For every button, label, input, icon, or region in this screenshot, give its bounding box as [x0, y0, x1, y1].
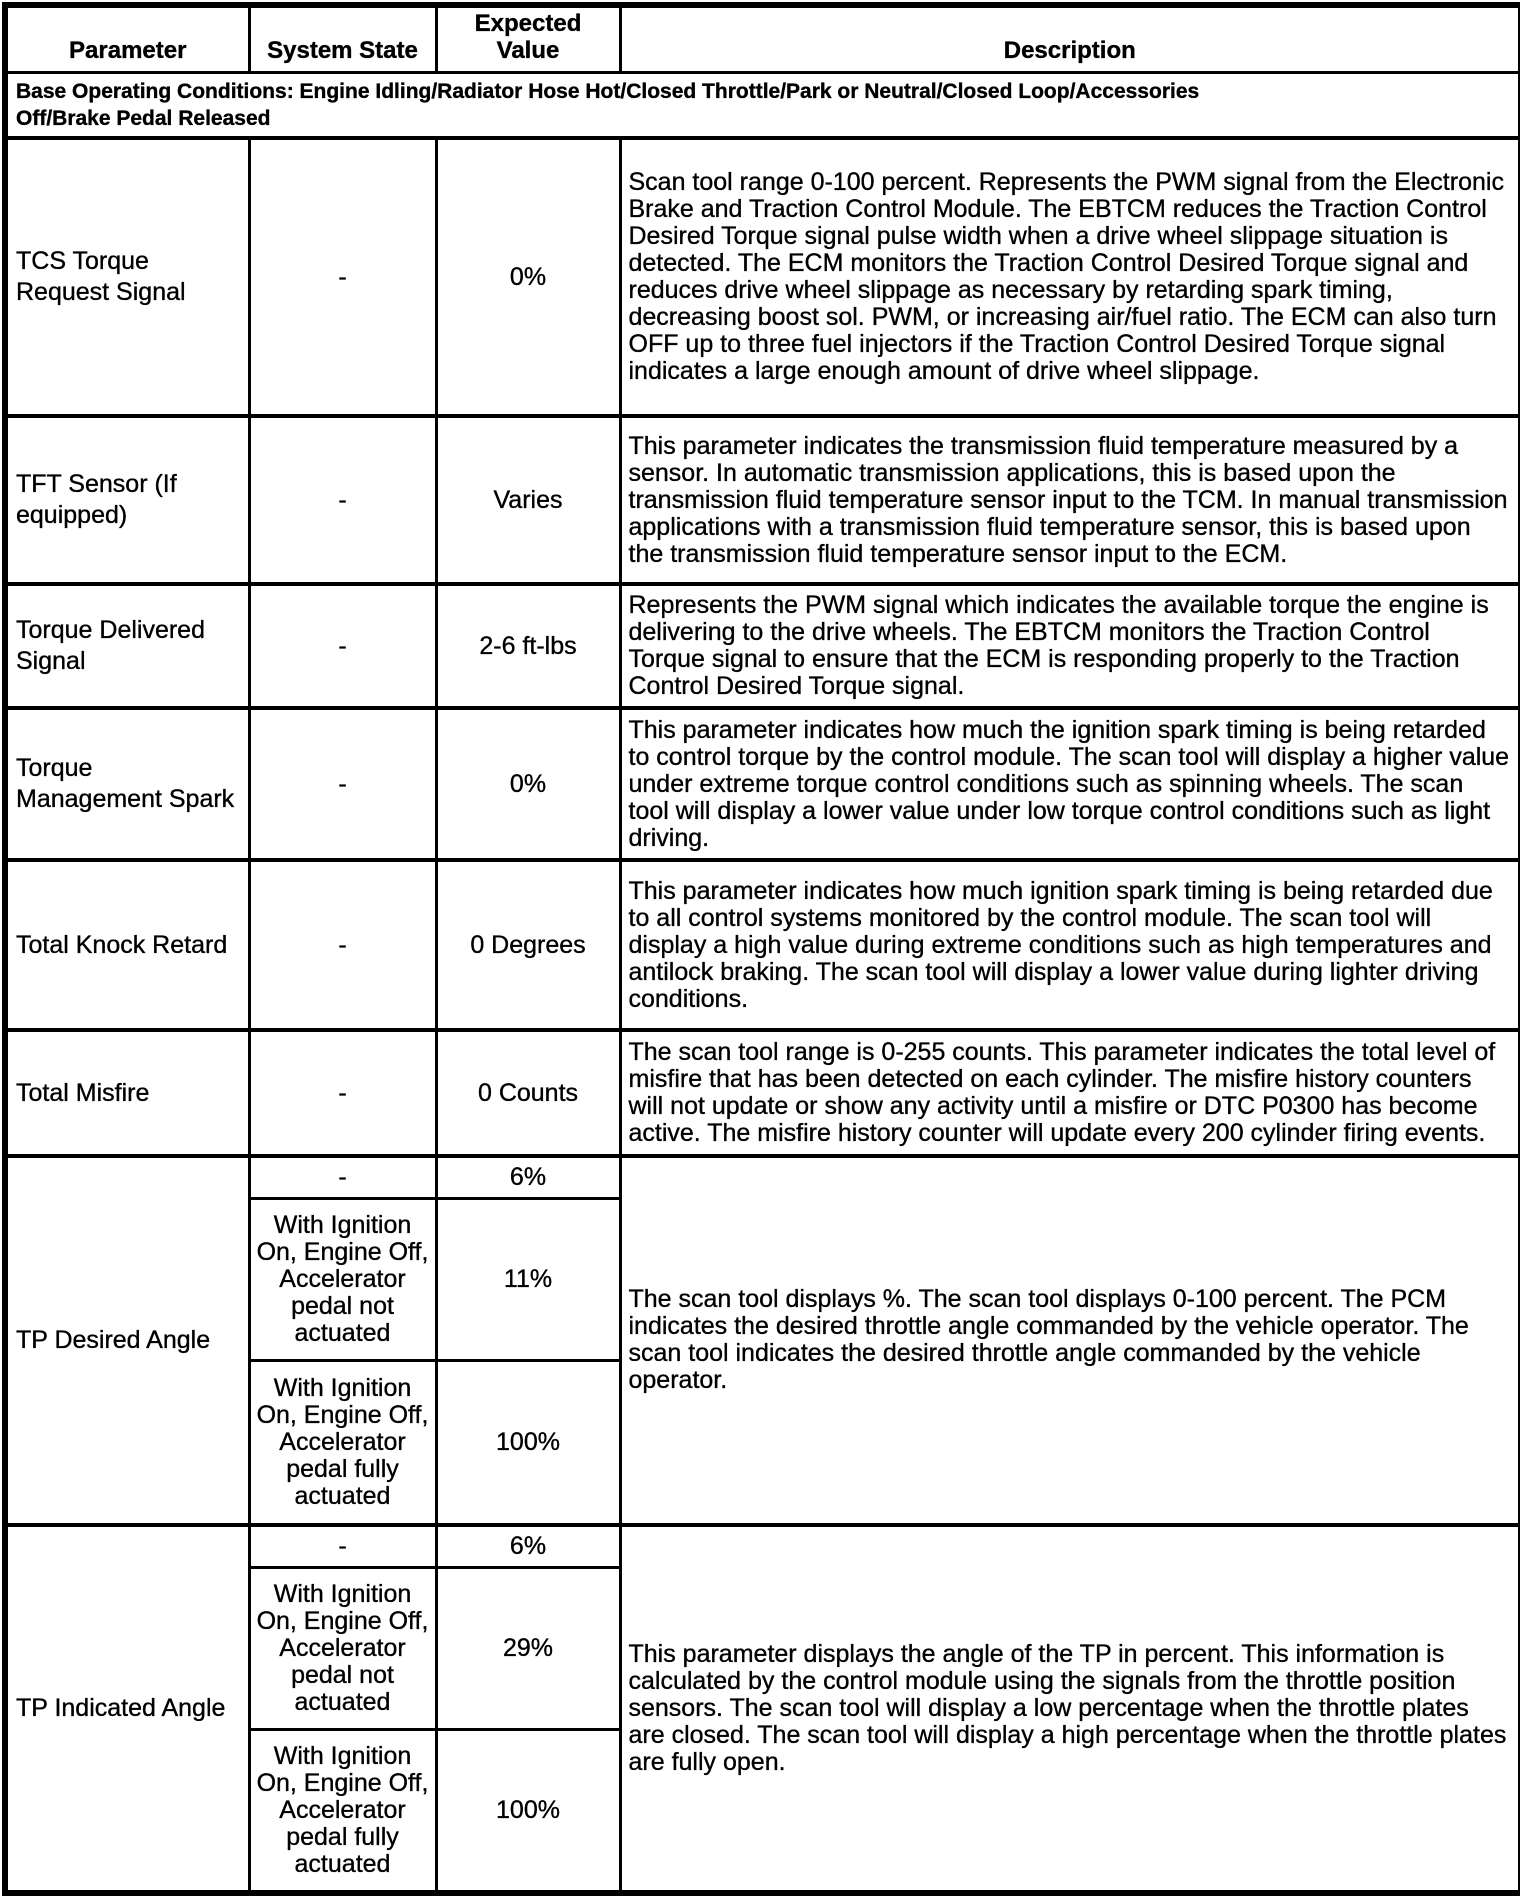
- parameter-cell: TP Desired Angle: [5, 1156, 249, 1525]
- expected-value-cell: 29%: [436, 1567, 620, 1729]
- column-header-expected-value: [436, 5, 620, 73]
- expected-value-cell: Varies: [436, 416, 620, 584]
- system-state-cell: With Ignition On, Engine Off, Accelerator pedal not actuated: [249, 1567, 436, 1729]
- system-state-cell: -: [249, 416, 436, 584]
- section-header-row: [5, 73, 1520, 139]
- description-cell: Scan tool range 0-100 percent. Represents the PWM signal from the Electronic Brake and Traction Control Module. The EBTCM reduces the Traction Control Desired Torque signal pulse width when a drive wheel slippage situation is detected. The ECM monitors the Traction Control Desired Torque signal and reduces drive wheel slippage as necessary by retarding spark timing, decreasing boost sol. PWM, or increasing air/fuel ratio. The ECM can also turn OFF up to three fuel injectors if the Traction Control Desired Torque signal indicates a large enough amount of drive wheel slippage.: [620, 138, 1520, 416]
- table-row-total-misfire: [5, 1030, 1520, 1156]
- table-row-torque-management-spark: [5, 708, 1520, 860]
- table-row-tp-desired-angle: [5, 1156, 1520, 1199]
- system-state-cell: With Ignition On, Engine Off, Accelerator pedal fully actuated: [249, 1361, 436, 1525]
- expected-value-cell: 0%: [436, 138, 620, 416]
- column-header-description: Description: [620, 5, 1520, 73]
- description-cell: This parameter indicates how much ignition spark timing is being retarded due to all control systems monitored by the control module. The scan tool will display a high value during extreme conditions such as high temperatures and antilock braking. The scan tool will display a lower value during lighter driving conditions.: [620, 860, 1520, 1030]
- system-state-cell: -: [249, 584, 436, 708]
- description-cell: This parameter indicates the transmission fluid temperature measured by a sensor. In automatic transmission applications, this is based upon the transmission fluid temperature sensor input to the TCM. In manual transmission applications with a transmission fluid temperature sensor, this is based upon the transmission fluid temperature sensor input to the ECM.: [620, 416, 1520, 584]
- system-state-cell: -: [249, 708, 436, 860]
- base-operating-conditions-line2: Off/Brake Pedal Released: [16, 107, 271, 130]
- description-cell: The scan tool range is 0-255 counts. This parameter indicates the total level of misfire that has been detected on each cylinder. The misfire history counters will not update or show any activity until a misfire or DTC P0300 has become active. The misfire history counter will update every 200 cylinder firing events.: [620, 1030, 1520, 1156]
- expected-value-cell: 0 Degrees: [436, 860, 620, 1030]
- system-state-cell: With Ignition On, Engine Off, Accelerator pedal fully actuated: [249, 1729, 436, 1893]
- parameter-cell: Total Misfire: [5, 1030, 249, 1156]
- parameter-cell: Total Knock Retard: [5, 860, 249, 1030]
- description-cell: This parameter indicates how much the ignition spark timing is being retarded to control torque by the control module. The scan tool will display a higher value under extreme torque control conditions such as spinning wheels. The scan tool will display a lower value under low torque control conditions such as light driving.: [620, 708, 1520, 860]
- column-header-parameter: Parameter: [5, 5, 249, 73]
- expected-value-cell: 0%: [436, 708, 620, 860]
- expected-value-cell: 2-6 ft-lbs: [436, 584, 620, 708]
- parameter-cell: Torque Management Spark: [5, 708, 249, 860]
- table-row-tft-sensor: [5, 416, 1520, 584]
- parameter-cell: TCS Torque Request Signal: [5, 138, 249, 416]
- system-state-cell: -: [249, 1156, 436, 1199]
- table-row-tp-indicated-angle: [5, 1525, 1520, 1568]
- expected-value-cell: 6%: [436, 1156, 620, 1199]
- expected-value-cell: 100%: [436, 1361, 620, 1525]
- description-cell: This parameter displays the angle of the TP in percent. This information is calculated by the control module using the signals from the throttle position sensors. The scan tool will display a low percentage when the throttle plates are closed. The scan tool will display a high percentage when the throttle plates are fully open.: [620, 1525, 1520, 1894]
- expected-value-cell: 0 Counts: [436, 1030, 620, 1156]
- system-state-cell: -: [249, 1030, 436, 1156]
- base-operating-conditions-line1: Base Operating Conditions: Engine Idling/Radiator Hose Hot/Closed Throttle/Park or Neutral/Closed Loop/Accessories: [16, 80, 1200, 103]
- column-header-system-state: System State: [249, 5, 436, 73]
- system-state-cell: -: [249, 860, 436, 1030]
- table-row-total-knock-retard: [5, 860, 1520, 1030]
- system-state-cell: With Ignition On, Engine Off, Accelerator pedal not actuated: [249, 1199, 436, 1361]
- table-row-tcs-torque-request-signal: [5, 138, 1520, 416]
- parameter-cell: TP Indicated Angle: [5, 1525, 249, 1894]
- description-cell: Represents the PWM signal which indicates the available torque the engine is delivering to the drive wheels. The EBTCM monitors the Traction Control Torque signal to ensure that the ECM is responding properly to the Traction Control Desired Torque signal.: [620, 584, 1520, 708]
- system-state-cell: -: [249, 1525, 436, 1568]
- system-state-cell: -: [249, 138, 436, 416]
- expected-value-cell: 11%: [436, 1199, 620, 1361]
- column-header-row: [5, 5, 1520, 73]
- expected-value-cell: 100%: [436, 1729, 620, 1893]
- expected-value-cell: 6%: [436, 1525, 620, 1568]
- description-cell: The scan tool displays %. The scan tool displays 0-100 percent. The PCM indicates the desired throttle angle commanded by the vehicle operator. The scan tool indicates the desired throttle angle commanded by the vehicle operator.: [620, 1156, 1520, 1525]
- scan-tool-data-table: [2, 2, 1520, 1896]
- base-operating-conditions-cell: [5, 73, 1520, 139]
- column-header-expected-value-label: Expected Value: [474, 10, 582, 64]
- parameter-cell: Torque Delivered Signal: [5, 584, 249, 708]
- table-row-torque-delivered-signal: [5, 584, 1520, 708]
- parameter-cell: TFT Sensor (If equipped): [5, 416, 249, 584]
